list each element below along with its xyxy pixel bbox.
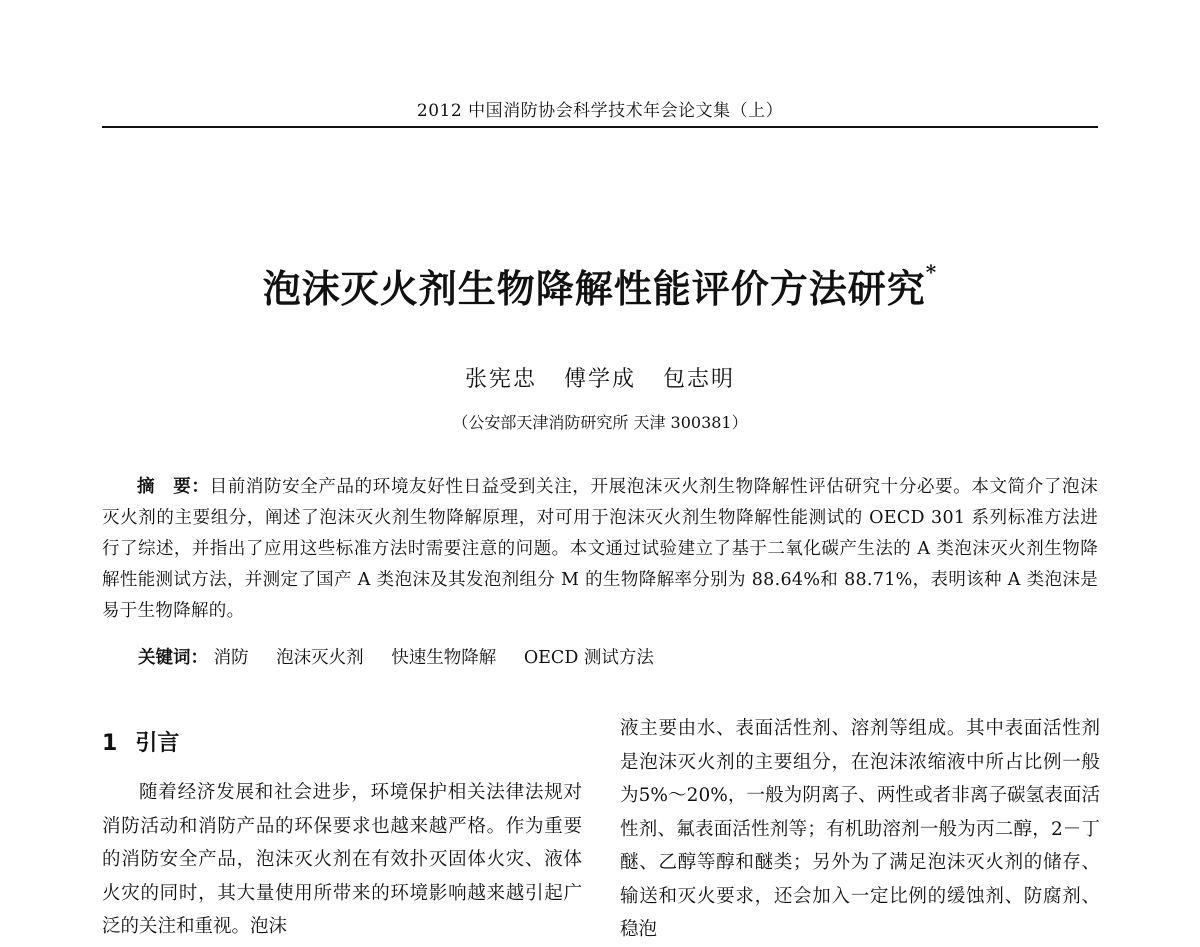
header-rule <box>102 126 1098 128</box>
keyword: 泡沫灭火剂 <box>276 648 364 668</box>
keyword: 消防 <box>213 648 249 668</box>
section-heading <box>102 724 582 764</box>
abstract-label: 摘 要： <box>137 477 210 497</box>
keyword: 快速生物降解 <box>391 648 497 668</box>
intro-paragraph: 随着经济发展和社会进步，环境保护相关法律法规对消防活动和消防产品的环保要求也越来越严格。作为重要的消防安全产品，泡沫灭火剂在有效扑灭固体火灾、液体火灾的同时，其大量使用所带来的环境影响越来越引起广泛的关注和重视。泡沫 <box>102 782 582 937</box>
abstract-text: 目前消防安全产品的环境友好性日益受到关注，开展泡沫灭火剂生物降解性评估研究十分必要。本文简介了泡沫灭火剂的主要组分，阐述了泡沫灭火剂生物降解原理，对可用于泡沫灭火剂生物降解性能测试的 OECD 301 系列标准方法进行了综述，并指出了应用这些标准方法时需要注意的问题。本文通过试验建立了基于二氧化碳产生法的 A 类泡沫灭火剂生物降解性能测试方法，并测定了国产 A 类泡沫及其发泡剂组分 M 的生物降解率分别为 88.64%和 88.71%，表明该种 A 类泡沫是易于生物降解的。 <box>102 477 1098 621</box>
right-column: 液主要由水、表面活性剂、溶剂等组成。其中表面活性剂是泡沫灭火剂的主要组分，在泡沫浓缩液中所占比例一般为5%～20%，一般为阴离子、两性或者非离子碳氢表面活性剂、氟表面活性剂等；有机助溶剂一般为丙二醇，2－丁醚、乙醇等醇和醚类；另外为了满足泡沫灭火剂的储存、输送和灭火要求，还会加入一定比例的缓蚀剂、防腐剂、稳泡 <box>620 718 1100 940</box>
section-number: 1 <box>102 731 118 756</box>
running-header: 2012 中国消防协会科学技术年会论文集（上） <box>416 101 784 121</box>
keyword: OECD 测试方法 <box>523 648 654 668</box>
keywords-label: 关键词： <box>138 648 208 668</box>
keywords <box>138 643 1098 674</box>
left-column <box>102 724 582 944</box>
section-title: 引言 <box>135 731 180 756</box>
title-footnote-mark: * <box>925 260 938 284</box>
abstract <box>102 472 1098 627</box>
paper-title-text: 泡沫灭火剂生物降解性能评价方法研究 <box>262 266 926 311</box>
paper-title <box>0 258 1200 313</box>
affiliation: （公安部天津消防研究所 天津 300381） <box>452 413 748 432</box>
authors: 张宪忠 傅学成 包志明 <box>465 367 735 392</box>
